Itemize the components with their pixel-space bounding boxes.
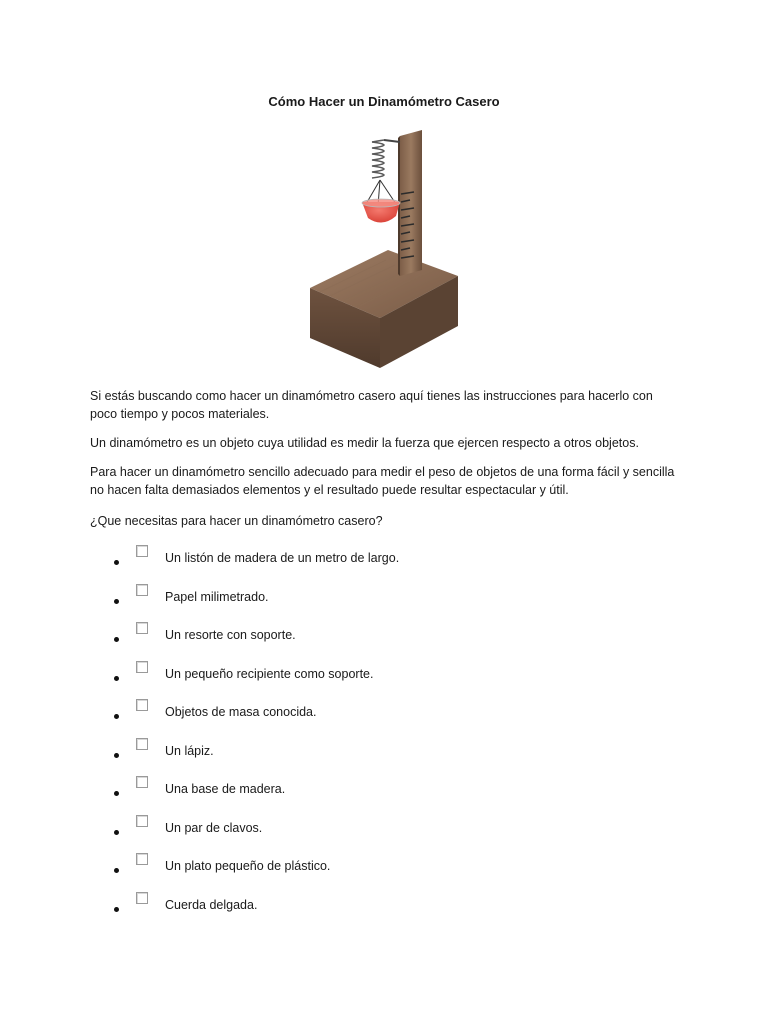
checkbox-icon [136, 622, 148, 634]
material-label: Un resorte con soporte. [165, 628, 296, 642]
dynamometer-illustration [300, 128, 470, 373]
bullet-icon [114, 714, 119, 719]
materials-list [0, 542, 768, 927]
list-item [0, 773, 768, 812]
list-item [0, 850, 768, 889]
checkbox-icon [136, 738, 148, 750]
checkbox-icon [136, 699, 148, 711]
list-item [0, 581, 768, 620]
material-label: Un par de clavos. [165, 820, 263, 835]
list-item [0, 619, 768, 658]
checkbox-icon [136, 584, 148, 596]
intro-paragraph: Si estás buscando como hacer un dinamómetro casero aquí tienes las instrucciones para hacerlo con poco tiempo y pocos materiales. [90, 389, 653, 421]
list-item [0, 542, 768, 581]
wooden-base [310, 250, 458, 368]
material-label: Un lápiz. [165, 743, 214, 758]
bullet-icon [114, 753, 119, 758]
checkbox-icon [136, 892, 148, 904]
checkbox-icon [136, 815, 148, 827]
description-paragraph: Para hacer un dinamómetro sencillo adecuado para medir el peso de objetos de una forma fácil y sencilla no hacen falta demasiados elementos y el resultado puede resultar espectacular y útil. [90, 465, 675, 497]
bullet-icon [114, 791, 119, 796]
list-item [0, 812, 768, 851]
wooden-post [398, 130, 422, 276]
list-item [0, 889, 768, 928]
bullet-icon [114, 599, 119, 604]
bullet-icon [114, 868, 119, 873]
list-item [0, 696, 768, 735]
page-title: Cómo Hacer un Dinamómetro Casero [268, 94, 500, 109]
checkbox-icon [136, 545, 148, 557]
checkbox-icon [136, 776, 148, 788]
material-label: Papel milimetrado. [165, 589, 269, 604]
liquid-container [362, 199, 400, 223]
checkbox-icon [136, 853, 148, 865]
bullet-icon [114, 907, 119, 912]
material-label: Un pequeño recipiente como soporte. [165, 666, 374, 681]
bullet-icon [114, 676, 119, 681]
definition-paragraph: Un dinamómetro es un objeto cuya utilidad es medir la fuerza que ejercen respecto a otros objetos. [90, 436, 639, 450]
material-label: Objetos de masa conocida. [165, 705, 317, 719]
list-item [0, 658, 768, 697]
material-label: Un listón de madera de un metro de largo. [165, 551, 400, 565]
bullet-icon [114, 560, 119, 565]
material-label: Cuerda delgada. [165, 897, 258, 912]
material-label: Una base de madera. [165, 782, 286, 796]
bullet-icon [114, 830, 119, 835]
spring [372, 140, 384, 178]
checkbox-icon [136, 661, 148, 673]
hook-arm [384, 140, 400, 142]
materials-question: ¿Que necesitas para hacer un dinamómetro casero? [90, 514, 383, 528]
list-item [0, 735, 768, 774]
bullet-icon [114, 637, 119, 642]
material-label: Un plato pequeño de plástico. [165, 859, 331, 873]
